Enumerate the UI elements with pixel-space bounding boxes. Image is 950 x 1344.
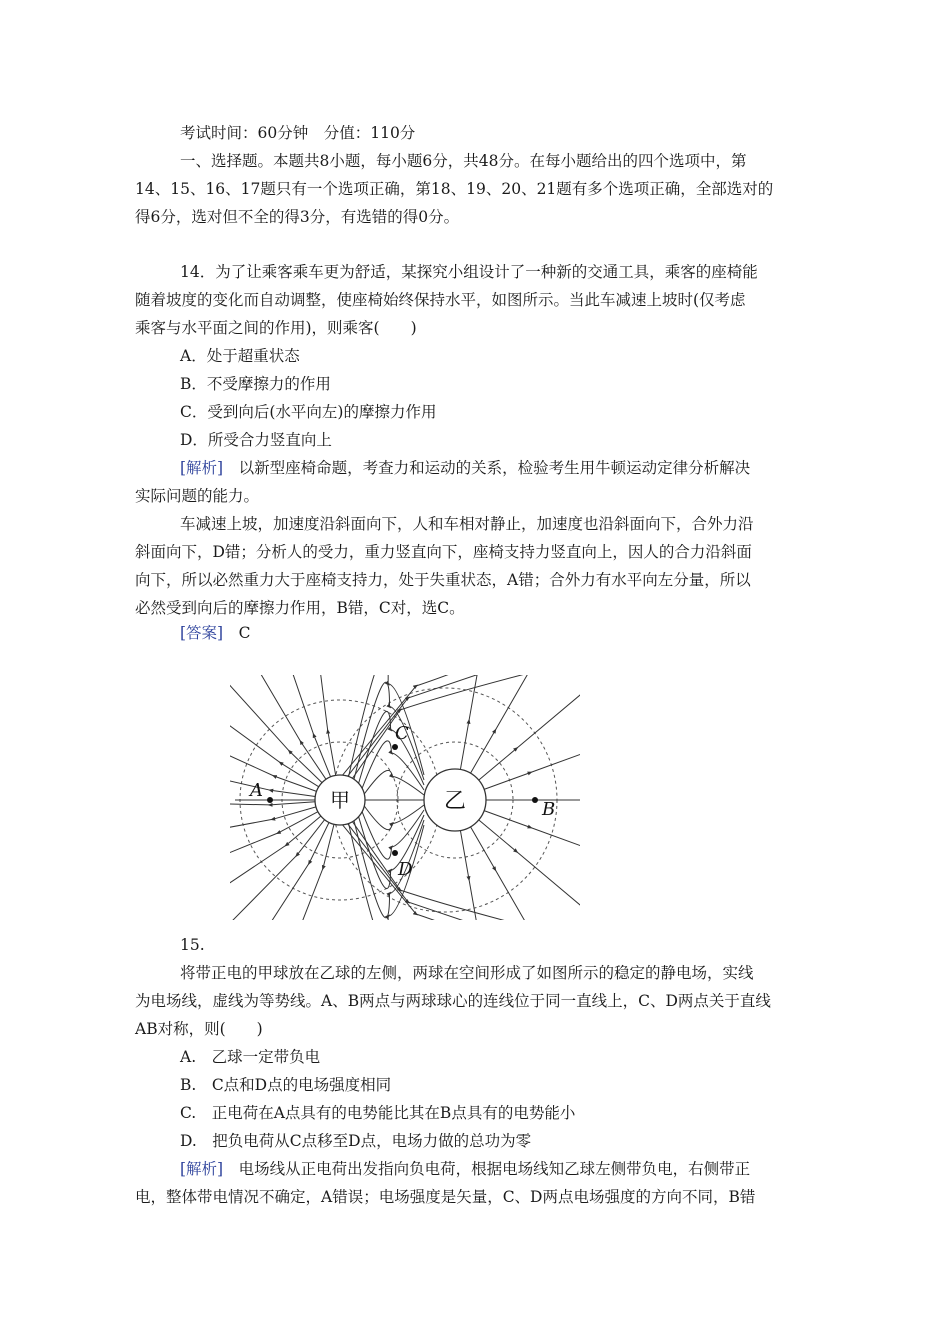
field-line — [230, 752, 315, 796]
ball-jia-label: 甲 — [330, 788, 350, 812]
q14-stem-line2: 随着坡度的变化而自动调整，使座椅始终保持水平，如图所示。当此车减速上坡时(仅考虑 — [135, 291, 746, 309]
field-line — [484, 732, 580, 790]
field-line — [484, 811, 580, 869]
q14-option-c: C．受到向后(水平向左)的摩擦力作用 — [180, 403, 437, 421]
point-d-dot — [392, 850, 398, 856]
point-c-dot — [392, 744, 398, 750]
q15-analysis-tag: [解析] — [180, 1160, 224, 1178]
field-line — [349, 824, 424, 921]
ball-yi-label: 乙 — [443, 789, 467, 814]
q14-stem-line3: 乘客与水平面之间的作用)，则乘客( ) — [135, 319, 417, 337]
electric-field-figure — [230, 675, 580, 920]
point-c-label: C — [395, 723, 409, 744]
q14-answer-value: C — [223, 624, 251, 642]
q14-explanation-line3: 向下，所以必然重力大于座椅支持力，处于失重状态，A错；合外力有水平向左分量，所以 — [135, 571, 751, 589]
q14-option-a: A．处于超重状态 — [180, 347, 300, 365]
q15-analysis-text: 电场线从正电荷出发指向负电荷，根据电场线知乙球左侧带负电，右侧带正 — [223, 1160, 751, 1178]
q15-option-d: D. 把负电荷从C点移至D点，电场力做的总功为零 — [180, 1132, 532, 1150]
q15-stem-line2: 为电场线，虚线为等势线。A、B两点与两球球心的连线位于同一直线上，C、D两点关于直线 — [135, 992, 771, 1010]
field-line — [230, 820, 325, 920]
q14-analysis-text: 以新型座椅命题，考查力和运动的关系，检验考生用牛顿运动定律分析解决 — [223, 459, 751, 477]
field-line — [460, 831, 489, 921]
q14-explanation-line1: 车减速上坡，加速度沿斜面向下，人和车相对静止，加速度也沿斜面向下，合外力沿 — [180, 515, 754, 533]
q15-analysis-line2: 电，整体带电情况不确定，A错误；电场强度是矢量，C、D两点电场强度的方向不同，B错 — [135, 1188, 756, 1206]
field-line — [460, 675, 489, 770]
field-line — [230, 816, 321, 920]
field-line — [230, 807, 316, 850]
q15-option-a: A. 乙球一定带负电 — [180, 1048, 321, 1066]
field-line — [261, 824, 334, 920]
point-d-label: D — [398, 859, 413, 880]
field-line — [230, 675, 319, 787]
q15-analysis-line1 — [180, 1159, 750, 1179]
q14-analysis-line2: 实际问题的能力。 — [135, 487, 260, 505]
field-line — [307, 675, 336, 775]
field-line — [354, 820, 424, 918]
field-line — [348, 824, 580, 920]
q14-answer — [180, 623, 250, 643]
q14-option-b: B．不受摩擦力的作用 — [180, 375, 331, 393]
q14-stem-line1: 14．为了让乘客乘车更为舒适，某探究小组设计了一种新的交通工具，乘客的座椅能 — [180, 263, 758, 281]
q14-option-d: D．所受合力竖直向上 — [180, 431, 332, 449]
field-line — [353, 822, 581, 920]
field-line — [479, 675, 580, 780]
q14-explanation-line2: 斜面向下，D错；分析人的受力，重力竖直向下，座椅支持力竖直向上，因人的合力沿斜面 — [135, 543, 752, 561]
field-line — [230, 706, 317, 792]
point-a-dot — [267, 797, 273, 803]
field-line — [364, 805, 424, 830]
q15-option-c: C. 正电荷在A点具有的电势能比其在B点具有的电势能小 — [180, 1104, 576, 1122]
point-b-dot — [532, 797, 538, 803]
field-line — [354, 682, 424, 780]
q15-option-b: B. C点和D点的电场强度相同 — [180, 1076, 392, 1094]
section-instructions-line3: 得6分，选对但不全的得3分，有选错的得0分。 — [135, 208, 460, 226]
q14-analysis-tag: [解析] — [180, 459, 224, 477]
field-line — [230, 675, 322, 783]
q15-stem-line1: 将带正电的甲球放在乙球的左侧，两球在空间形成了如图所示的稳定的静电场，实线 — [180, 964, 754, 982]
point-a-label: A — [250, 780, 263, 801]
q14-explanation-line4: 必然受到向后的摩擦力作用，B错，C对，选C。 — [135, 599, 465, 617]
q14-analysis-line1 — [180, 458, 750, 478]
section-instructions-line2: 14、15、16、17题只有一个选项正确，第18、19、20、21题有多个选项正确，全部选对的 — [135, 180, 774, 198]
field-line — [230, 823, 329, 921]
field-line — [259, 675, 331, 777]
field-line — [471, 675, 556, 773]
exam-info: 考试时间：60分钟 分值：110分 — [180, 124, 416, 142]
q15-number: 15. — [180, 936, 205, 954]
field-line — [230, 801, 315, 805]
field-line — [479, 820, 580, 920]
field-line — [364, 770, 424, 795]
q14-answer-tag: [答案] — [180, 624, 224, 642]
section-title: 一、选择题。本题共8小题，每小题6分，共48分。在每小题给出的四个选项中，第 — [180, 152, 747, 170]
point-b-label: B — [542, 799, 556, 820]
q15-stem-line3: AB对称，则( ) — [135, 1020, 263, 1038]
